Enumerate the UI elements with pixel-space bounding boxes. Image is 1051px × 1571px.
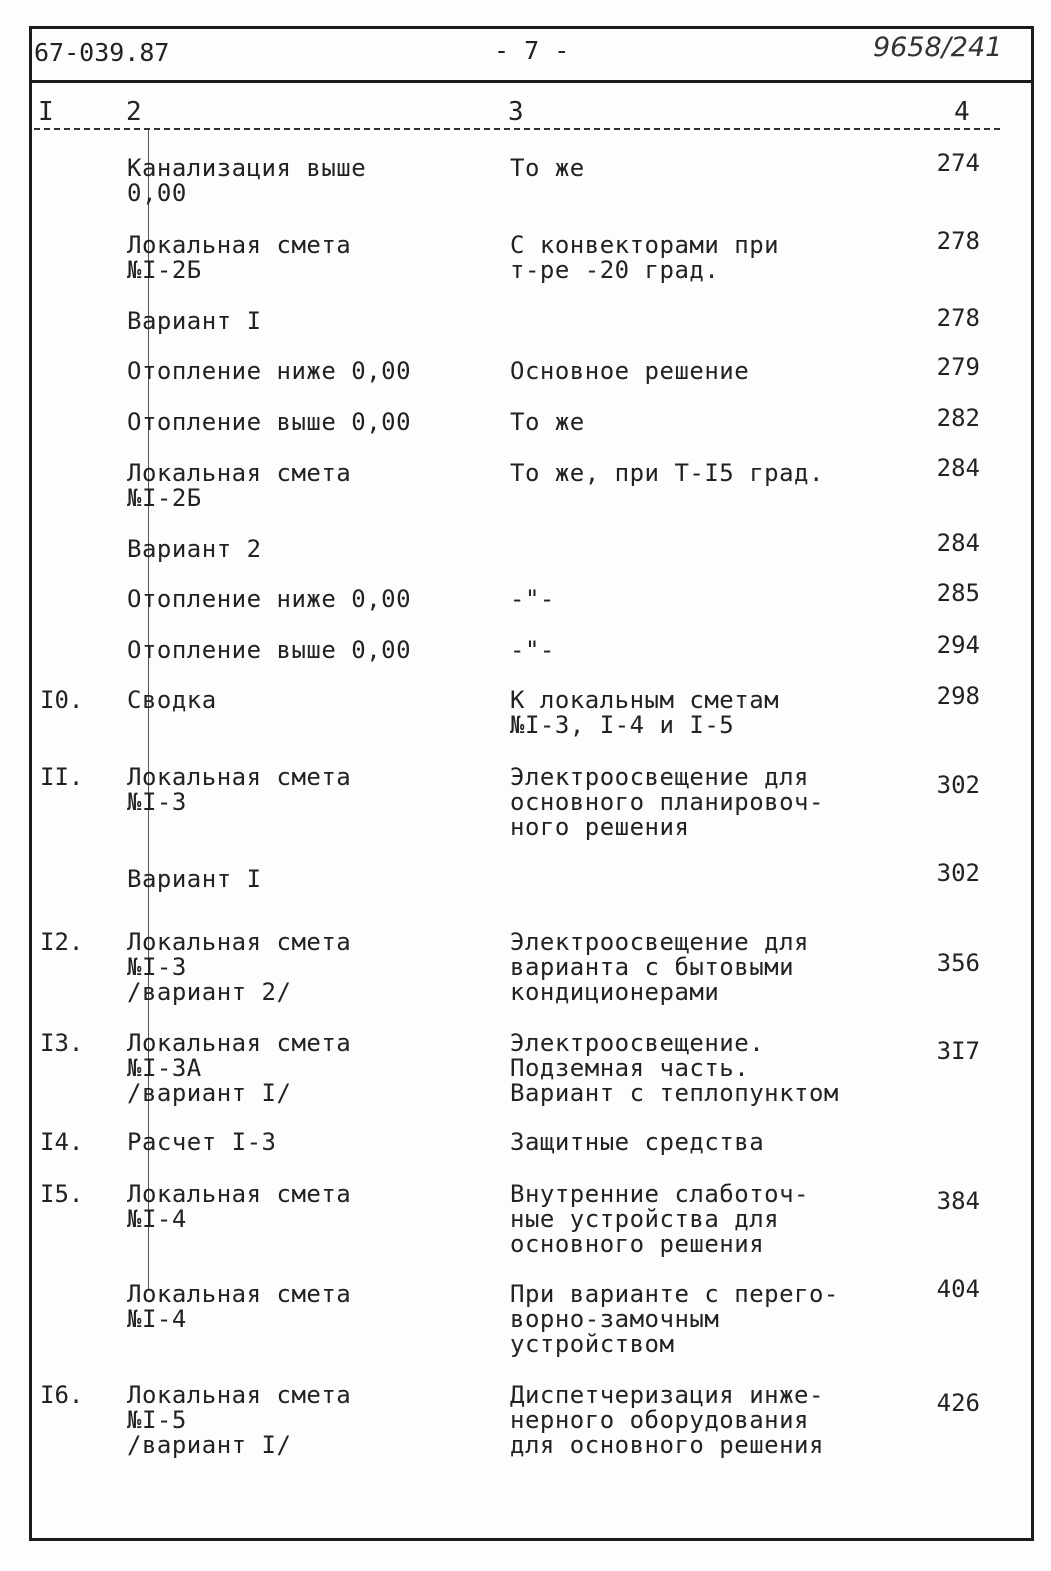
row-description-line: Диспетчеризация инже-	[510, 1381, 824, 1409]
row-page-number: 294	[936, 631, 980, 659]
handwritten-note: 9658/241	[873, 32, 1003, 63]
row-description-line: устройством	[510, 1330, 675, 1358]
row-description-line: Вариант с теплопунктом	[510, 1079, 839, 1107]
row-page-number: 3I7	[936, 1037, 980, 1065]
row-description-line: Подземная часть.	[510, 1054, 750, 1082]
row-name-line: Локальная смета	[127, 1280, 352, 1308]
column-number-4: 4	[954, 97, 970, 127]
row-number: I2.	[40, 928, 84, 956]
row-page-number: 404	[936, 1275, 980, 1303]
page-number: - 7 -	[494, 36, 570, 65]
row-name-line: Отопление выше 0,00	[127, 408, 412, 436]
row-name-line: /вариант I/	[127, 1079, 292, 1107]
row-description-line: -"-	[510, 585, 555, 613]
row-name-line: Вариант I	[127, 865, 262, 893]
row-page-number: 278	[936, 304, 980, 332]
row-description-line: Электроосвещение для	[510, 928, 809, 956]
row-name-line: Локальная смета	[127, 1029, 352, 1057]
row-description-line: №I-3, I-4 и I-5	[510, 711, 735, 739]
row-name-line: №I-4	[127, 1205, 187, 1233]
row-description-line: основного решения	[510, 1230, 765, 1258]
header-rule	[29, 80, 1034, 83]
row-page-number: 384	[936, 1187, 980, 1215]
row-name-line: 0,00	[127, 179, 187, 207]
row-name-line: №I-2Б	[127, 484, 202, 512]
row-name-line: /вариант 2/	[127, 978, 292, 1006]
row-name-line: /вариант I/	[127, 1431, 292, 1459]
row-name-line: Отопление ниже 0,00	[127, 357, 412, 385]
row-number: I3.	[40, 1029, 84, 1057]
row-name-line: Канализация выше	[127, 154, 367, 182]
row-name-line: Локальная смета	[127, 1180, 352, 1208]
row-name-line: №I-4	[127, 1305, 187, 1333]
row-description-line: основного планировоч-	[510, 788, 824, 816]
row-description-line: Внутренние слаботоч-	[510, 1180, 809, 1208]
row-description-line: т-ре -20 град.	[510, 256, 720, 284]
row-number: I4.	[40, 1128, 84, 1156]
row-page-number: 356	[936, 949, 980, 977]
row-description-line: ного решения	[510, 813, 690, 841]
document-code: 67-039.87	[34, 38, 170, 67]
row-name-line: Локальная смета	[127, 459, 352, 487]
row-description-line: ворно-замочным	[510, 1305, 720, 1333]
row-name-line: Отопление ниже 0,00	[127, 585, 412, 613]
row-description-line: К локальным сметам	[510, 686, 780, 714]
row-name-line: Локальная смета	[127, 231, 352, 259]
row-page-number: 426	[936, 1389, 980, 1417]
row-description-line: Основное решение	[510, 357, 750, 385]
row-name-line: Локальная смета	[127, 1381, 352, 1409]
row-name-line: №I-3	[127, 953, 187, 981]
row-page-number: 284	[936, 454, 980, 482]
row-number: I5.	[40, 1180, 84, 1208]
row-page-number: 298	[936, 682, 980, 710]
row-name-line: Локальная смета	[127, 928, 352, 956]
row-number: I6.	[40, 1381, 84, 1409]
row-description-line: -"-	[510, 636, 555, 664]
row-page-number: 284	[936, 529, 980, 557]
row-description-line: Защитные средства	[510, 1128, 765, 1156]
row-page-number: 285	[936, 579, 980, 607]
row-name-line: №I-3	[127, 788, 187, 816]
row-page-number: 302	[936, 859, 980, 887]
row-description-line: То же	[510, 408, 585, 436]
row-page-number: 282	[936, 404, 980, 432]
row-page-number: 274	[936, 149, 980, 177]
row-page-number: 302	[936, 771, 980, 799]
row-description-line: кондиционерами	[510, 978, 720, 1006]
row-name-line: Отопление выше 0,00	[127, 636, 412, 664]
column-number-1: I	[38, 97, 54, 127]
column-number-2: 2	[126, 97, 142, 127]
row-name-line: №I-2Б	[127, 256, 202, 284]
row-description-line: Электроосвещение.	[510, 1029, 765, 1057]
row-description-line: Электроосвещение для	[510, 763, 809, 791]
row-name-line: №I-3А	[127, 1054, 202, 1082]
row-name-line: Расчет I-3	[127, 1128, 277, 1156]
row-description-line: для основного решения	[510, 1431, 824, 1459]
column-header-rule	[34, 128, 1000, 130]
row-description-line: То же, при Т-I5 град.	[510, 459, 824, 487]
row-name-line: Вариант 2	[127, 535, 262, 563]
row-description-line: При варианте с перего-	[510, 1280, 839, 1308]
row-number: II.	[40, 763, 84, 791]
row-description-line: То же	[510, 154, 585, 182]
row-name-line: Вариант I	[127, 307, 262, 335]
column-number-3: 3	[508, 97, 524, 127]
row-description-line: варианта с бытовыми	[510, 953, 795, 981]
row-description-line: нерного оборудования	[510, 1406, 809, 1434]
row-description-line: С конвекторами при	[510, 231, 780, 259]
row-number: I0.	[40, 686, 84, 714]
row-name-line: Локальная смета	[127, 763, 352, 791]
row-name-line: Сводка	[127, 686, 217, 714]
row-description-line: ные устройства для	[510, 1205, 780, 1233]
row-name-line: №I-5	[127, 1406, 187, 1434]
row-page-number: 279	[936, 353, 980, 381]
row-page-number: 278	[936, 227, 980, 255]
